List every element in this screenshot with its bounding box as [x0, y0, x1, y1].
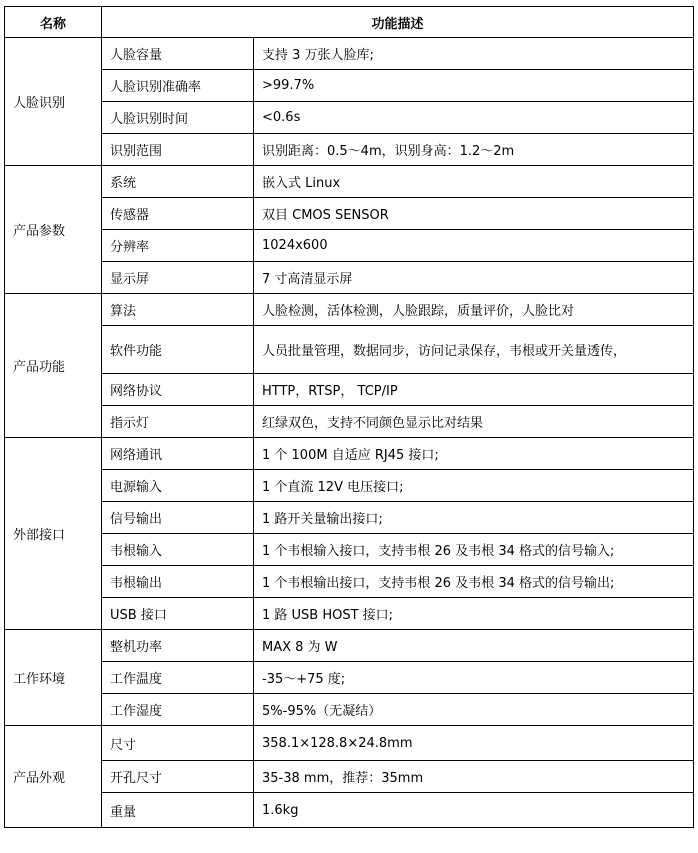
row-value: 嵌入式 Linux	[254, 166, 694, 198]
row-key: 系统	[102, 166, 254, 198]
table-row	[5, 662, 694, 694]
table-row	[5, 230, 694, 262]
row-key: 人脸识别准确率	[102, 70, 254, 102]
row-value: 人员批量管理，数据同步，访问记录保存，韦根或开关量透传，	[254, 326, 694, 374]
row-key: 重量	[102, 793, 254, 828]
table-row	[5, 761, 694, 793]
header-row	[5, 7, 694, 38]
table-row	[5, 38, 694, 70]
row-key: 软件功能	[102, 326, 254, 374]
row-key: 指示灯	[102, 406, 254, 438]
row-key: 工作湿度	[102, 694, 254, 726]
row-value: 1 个韦根输出接口，支持韦根 26 及韦根 34 格式的信号输出;	[254, 566, 694, 598]
table-row	[5, 470, 694, 502]
row-key: 分辨率	[102, 230, 254, 262]
table-row	[5, 406, 694, 438]
row-value: 358.1×128.8×24.8mm	[254, 726, 694, 761]
row-key: USB 接口	[102, 598, 254, 630]
table-row	[5, 198, 694, 230]
row-value: MAX 8 为 W	[254, 630, 694, 662]
row-value: 1 个 100M 自适应 RJ45 接口;	[254, 438, 694, 470]
table-row	[5, 262, 694, 294]
table-row	[5, 726, 694, 761]
group-label: 人脸识别	[5, 38, 102, 166]
row-value: 双目 CMOS SENSOR	[254, 198, 694, 230]
row-value: 1 个直流 12V 电压接口;	[254, 470, 694, 502]
table-row	[5, 502, 694, 534]
row-key: 网络协议	[102, 374, 254, 406]
row-value: 红绿双色，支持不同颜色显示比对结果	[254, 406, 694, 438]
row-value: 人脸检测，活体检测，人脸跟踪，质量评价，人脸比对	[254, 294, 694, 326]
table-row	[5, 166, 694, 198]
table-row	[5, 566, 694, 598]
table-row	[5, 70, 694, 102]
row-key: 韦根输出	[102, 566, 254, 598]
row-value: 1 路开关量输出接口;	[254, 502, 694, 534]
table-row	[5, 793, 694, 828]
row-value: 支持 3 万张人脸库;	[254, 38, 694, 70]
spec-table	[4, 6, 694, 828]
row-value: 1 路 USB HOST 接口;	[254, 598, 694, 630]
row-value: 1.6kg	[254, 793, 694, 828]
group-label: 产品外观	[5, 726, 102, 828]
row-key: 人脸容量	[102, 38, 254, 70]
row-key: 信号输出	[102, 502, 254, 534]
group-label: 外部接口	[5, 438, 102, 630]
row-key: 传感器	[102, 198, 254, 230]
group-label: 工作环境	[5, 630, 102, 726]
row-value: 35-38 mm，推荐：35mm	[254, 761, 694, 793]
table-row	[5, 294, 694, 326]
header-name: 名称	[5, 7, 102, 38]
row-value: -35～+75 度;	[254, 662, 694, 694]
table-row	[5, 630, 694, 662]
group-label: 产品参数	[5, 166, 102, 294]
table-row	[5, 102, 694, 134]
row-key: 尺寸	[102, 726, 254, 761]
row-key: 算法	[102, 294, 254, 326]
row-key: 韦根输入	[102, 534, 254, 566]
row-key: 整机功率	[102, 630, 254, 662]
row-key: 电源输入	[102, 470, 254, 502]
row-key: 网络通讯	[102, 438, 254, 470]
row-value: 5%-95%（无凝结）	[254, 694, 694, 726]
table-row	[5, 694, 694, 726]
row-key: 人脸识别时间	[102, 102, 254, 134]
table-row	[5, 134, 694, 166]
row-value: 1024x600	[254, 230, 694, 262]
row-value: 1 个韦根输入接口，支持韦根 26 及韦根 34 格式的信号输入;	[254, 534, 694, 566]
row-key: 识别范围	[102, 134, 254, 166]
table-row	[5, 374, 694, 406]
table-row	[5, 438, 694, 470]
row-value: >99.7%	[254, 70, 694, 102]
table-row	[5, 598, 694, 630]
row-value: 7 寸高清显示屏	[254, 262, 694, 294]
row-key: 开孔尺寸	[102, 761, 254, 793]
table-row	[5, 326, 694, 374]
header-desc: 功能描述	[102, 7, 694, 38]
table-row	[5, 534, 694, 566]
group-label: 产品功能	[5, 294, 102, 438]
row-value: <0.6s	[254, 102, 694, 134]
row-key: 工作温度	[102, 662, 254, 694]
row-value: 识别距离：0.5～4m，识别身高：1.2～2m	[254, 134, 694, 166]
row-value: HTTP，RTSP， TCP/IP	[254, 374, 694, 406]
row-key: 显示屏	[102, 262, 254, 294]
